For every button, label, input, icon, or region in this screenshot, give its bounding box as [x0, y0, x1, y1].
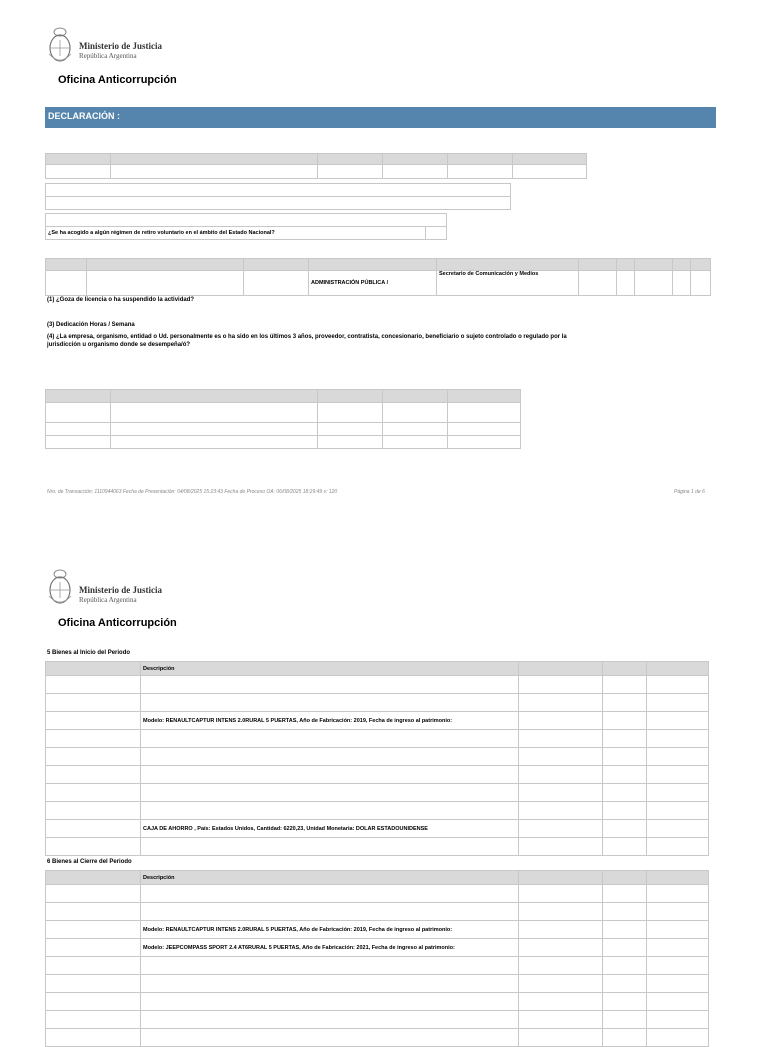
table-cell: [519, 766, 603, 784]
table-cell: [603, 1029, 647, 1047]
asset-description: [141, 802, 519, 820]
table-cell: [647, 1011, 709, 1029]
section-5-header-description: Descripción: [141, 662, 519, 676]
table-cell: [519, 784, 603, 802]
table-cell: [647, 921, 709, 939]
table-cell: [603, 694, 647, 712]
asset-description: [141, 1011, 519, 1029]
table-cell: [46, 748, 141, 766]
table-cell: [603, 820, 647, 838]
table-row: [46, 838, 709, 856]
table-cell: [46, 766, 141, 784]
table-cell: [647, 820, 709, 838]
table-cell: [519, 993, 603, 1011]
cargo-table: [45, 258, 711, 296]
table-cell: [519, 939, 603, 957]
family-table: [45, 389, 521, 449]
table-cell: [603, 712, 647, 730]
note-4-line2: jurisdicción u organismo donde se desempeña/ó?: [47, 342, 191, 348]
table-row: [46, 903, 709, 921]
table-row: [46, 939, 709, 957]
table-cell: [46, 838, 141, 856]
table-cell: [647, 730, 709, 748]
table-row: [46, 1029, 709, 1047]
table-cell: [603, 676, 647, 694]
section-6-title: 6 Bienes al Cierre del Periodo: [47, 859, 132, 865]
asset-description: [141, 694, 519, 712]
table-cell: [603, 838, 647, 856]
table-cell: [519, 1029, 603, 1047]
country-name: República Argentina: [79, 596, 137, 604]
section-6-table: [45, 870, 709, 1047]
asset-description: [141, 1029, 519, 1047]
address-table: [45, 183, 511, 210]
asset-description: [141, 766, 519, 784]
section-5-title: 5 Bienes al Inicio del Periodo: [47, 650, 131, 656]
note-3: (3) Dedicación Horas / Semana: [47, 322, 135, 328]
ministry-name: Ministerio de Justicia: [79, 41, 162, 51]
table-cell: [519, 1011, 603, 1029]
retiro-table: [45, 213, 447, 240]
table-cell: [46, 921, 141, 939]
asset-description: [141, 957, 519, 975]
section-6-header-description: Descripción: [141, 871, 519, 885]
table-cell: [519, 748, 603, 766]
table-row: [46, 1011, 709, 1029]
table-cell: [647, 712, 709, 730]
table-cell: [46, 802, 141, 820]
table-cell: [603, 939, 647, 957]
table-cell: [647, 694, 709, 712]
table-cell: [647, 885, 709, 903]
table-cell: [603, 1011, 647, 1029]
asset-description: Modelo: JEEPCOMPASS SPORT 2.4 AT6RURAL 5 PUERTAS, Año de Fabricación: 2021, Fecha de ingreso al patrimonio:: [141, 939, 519, 957]
asset-description: [141, 748, 519, 766]
declaration-banner: DECLARACIÓN :: [45, 107, 716, 128]
table-cell: [647, 748, 709, 766]
asset-description: [141, 903, 519, 921]
asset-description: Modelo: RENAULTCAPTUR INTENS 2.0RURAL 5 PUERTAS, Año de Fabricación: 2019, Fecha de ingreso al patrimonio:: [141, 712, 519, 730]
table-row: [46, 694, 709, 712]
ministry-name: Ministerio de Justicia: [79, 585, 162, 595]
table-cell: [603, 885, 647, 903]
table-cell: [519, 820, 603, 838]
table-row: [46, 820, 709, 838]
table-row: [46, 885, 709, 903]
table-row: [46, 766, 709, 784]
table-cell: [647, 993, 709, 1011]
table-row: [46, 712, 709, 730]
cargo-position: Secretario de Comunicación y Medios: [437, 271, 579, 296]
table-cell: [647, 838, 709, 856]
table-row: [46, 957, 709, 975]
office-title: Oficina Anticorrupción: [58, 74, 177, 86]
table-cell: [647, 802, 709, 820]
table-cell: [603, 921, 647, 939]
table-row: [46, 784, 709, 802]
table-cell: [46, 712, 141, 730]
table-cell: [603, 802, 647, 820]
footer-page-number: Página 1 de 6: [674, 489, 705, 495]
table-cell: [647, 1029, 709, 1047]
table-cell: [603, 993, 647, 1011]
table-cell: [46, 784, 141, 802]
asset-description: [141, 838, 519, 856]
table-cell: [519, 957, 603, 975]
table-cell: [519, 730, 603, 748]
table-row: [46, 748, 709, 766]
asset-description: [141, 885, 519, 903]
table-row: [46, 730, 709, 748]
country-name: República Argentina: [79, 52, 137, 60]
table-cell: [46, 975, 141, 993]
asset-description: [141, 993, 519, 1011]
table-row: [46, 676, 709, 694]
asset-description: Modelo: RENAULTCAPTUR INTENS 2.0RURAL 5 PUERTAS, Año de Fabricación: 2019, Fecha de ingreso al patrimonio:: [141, 921, 519, 939]
table-cell: [603, 766, 647, 784]
table-cell: [519, 694, 603, 712]
asset-description: [141, 730, 519, 748]
table-cell: [647, 939, 709, 957]
table-row: [46, 802, 709, 820]
table-cell: [46, 820, 141, 838]
table-cell: [46, 903, 141, 921]
table-cell: [647, 903, 709, 921]
table-cell: [519, 975, 603, 993]
table-cell: [46, 1011, 141, 1029]
table-cell: [519, 903, 603, 921]
table-cell: [519, 838, 603, 856]
table-cell: [46, 993, 141, 1011]
asset-description: CAJA DE AHORRO , País: Estados Unidos, Cantidad: 6220,23, Unidad Monetaria: DOLAR ESTADOUNIDENSE: [141, 820, 519, 838]
table-cell: [647, 784, 709, 802]
table-cell: [519, 676, 603, 694]
table-cell: [46, 1029, 141, 1047]
cargo-organismo: ADMINISTRACIÓN PÚBLICA /: [309, 271, 437, 296]
table-cell: [46, 939, 141, 957]
ministry-logo: [45, 26, 175, 66]
table-cell: [519, 712, 603, 730]
table-cell: [647, 676, 709, 694]
table-cell: [519, 921, 603, 939]
section-5-table: [45, 661, 709, 856]
table-row: [46, 993, 709, 1011]
table-cell: [46, 676, 141, 694]
table-cell: [46, 694, 141, 712]
table-cell: [46, 957, 141, 975]
table-cell: [603, 957, 647, 975]
table-row: [46, 975, 709, 993]
table-cell: [46, 730, 141, 748]
table-cell: [647, 957, 709, 975]
asset-description: [141, 975, 519, 993]
table-cell: [647, 766, 709, 784]
coat-of-arms-icon: [45, 568, 75, 608]
table-cell: [519, 885, 603, 903]
table-cell: [46, 885, 141, 903]
coat-of-arms-icon: [45, 26, 75, 66]
table-row: [46, 921, 709, 939]
footer-transaction: Nro. de Transacción: 1110944063 Fecha de Presentación: 04/08/2025 15:23:43 Fecha de Proceso OA: 06/08/2025 18:29:49 v: 120: [47, 489, 338, 495]
table-cell: [603, 903, 647, 921]
table-cell: [647, 975, 709, 993]
asset-description: [141, 784, 519, 802]
office-title-2: Oficina Anticorrupción: [58, 617, 177, 629]
asset-description: [141, 676, 519, 694]
note-1: (1) ¿Goza de licencia o ha suspendido la actividad?: [47, 297, 195, 303]
table-cell: [519, 802, 603, 820]
table-cell: [603, 784, 647, 802]
table-cell: [603, 748, 647, 766]
personal-data-table: [45, 153, 587, 179]
table-cell: [603, 975, 647, 993]
note-4-line1: (4) ¿La empresa, organismo, entidad o Ud. personalmente es o ha sido en los últimos 3 años, proveedor, contratista, concesionario, beneficiario o sujeto controlado o regulado por la: [47, 334, 567, 340]
ministry-logo-2: [45, 568, 175, 608]
table-cell: [603, 730, 647, 748]
retiro-question: ¿Se ha acogido a algún régimen de retiro voluntario en el ámbito del Estado Nacional?: [46, 227, 426, 240]
